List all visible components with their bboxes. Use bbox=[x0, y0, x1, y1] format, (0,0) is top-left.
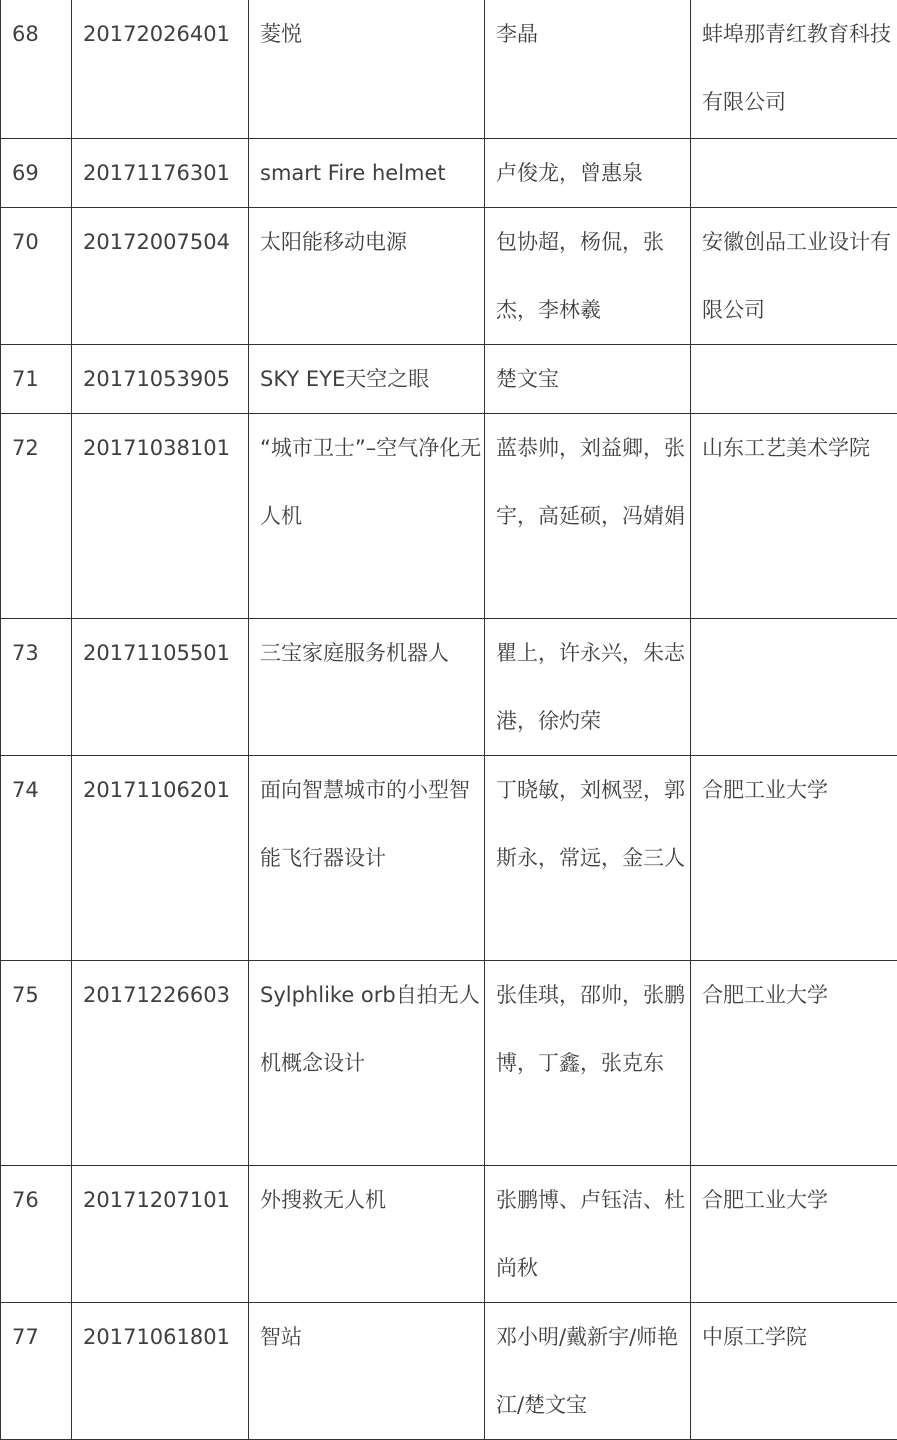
organization-cell: 合肥工业大学 bbox=[691, 960, 897, 1165]
row-number-cell: 75 bbox=[1, 960, 72, 1165]
entry-id-cell: 20171105501 bbox=[72, 618, 249, 755]
entry-id-cell: 20171061801 bbox=[72, 1302, 249, 1439]
entry-id-cell: 20172007504 bbox=[72, 207, 249, 344]
organization-cell bbox=[691, 344, 897, 413]
table-row bbox=[1, 960, 897, 1165]
work-title-cell: Sylphlike orb自拍无人机概念设计 bbox=[249, 960, 485, 1165]
table-row bbox=[1, 138, 897, 207]
organization-cell: 山东工艺美术学院 bbox=[691, 413, 897, 618]
table-row bbox=[1, 618, 897, 755]
row-number-cell: 68 bbox=[1, 0, 72, 138]
row-number-cell: 69 bbox=[1, 138, 72, 207]
organization-cell: 中原工学院 bbox=[691, 1302, 897, 1439]
entry-id-cell: 20171176301 bbox=[72, 138, 249, 207]
row-number-cell: 70 bbox=[1, 207, 72, 344]
organization-cell: 安徽创品工业设计有限公司 bbox=[691, 207, 897, 344]
row-number-cell: 72 bbox=[1, 413, 72, 618]
work-title-cell: 菱悦 bbox=[249, 0, 485, 138]
authors-cell: 包协超，杨侃，张杰，李林羲 bbox=[485, 207, 691, 344]
row-number-cell: 73 bbox=[1, 618, 72, 755]
work-title-cell: 三宝家庭服务机器人 bbox=[249, 618, 485, 755]
organization-cell: 蚌埠那青红教育科技有限公司 bbox=[691, 0, 897, 138]
table-row bbox=[1, 1302, 897, 1439]
table-row bbox=[1, 0, 897, 138]
table-row bbox=[1, 1165, 897, 1302]
authors-cell: 邓小明/戴新宇/师艳江/楚文宝 bbox=[485, 1302, 691, 1439]
entry-id-cell: 20171053905 bbox=[72, 344, 249, 413]
work-title-cell: 太阳能移动电源 bbox=[249, 207, 485, 344]
table-row bbox=[1, 413, 897, 618]
authors-cell: 瞿上，许永兴，朱志港，徐灼荣 bbox=[485, 618, 691, 755]
row-number-cell: 76 bbox=[1, 1165, 72, 1302]
authors-cell: 楚文宝 bbox=[485, 344, 691, 413]
authors-cell: 李晶 bbox=[485, 0, 691, 138]
work-title-cell: “城市卫士”–空气净化无人机 bbox=[249, 413, 485, 618]
row-number-cell: 71 bbox=[1, 344, 72, 413]
authors-cell: 卢俊龙，曾惠泉 bbox=[485, 138, 691, 207]
table-row bbox=[1, 344, 897, 413]
organization-cell bbox=[691, 138, 897, 207]
authors-cell: 丁晓敏，刘枫翌，郭斯永，常远，金三人 bbox=[485, 755, 691, 960]
work-title-cell: 智站 bbox=[249, 1302, 485, 1439]
organization-cell bbox=[691, 618, 897, 755]
organization-cell: 合肥工业大学 bbox=[691, 1165, 897, 1302]
work-title-cell: SKY EYE天空之眼 bbox=[249, 344, 485, 413]
entry-id-cell: 20171207101 bbox=[72, 1165, 249, 1302]
authors-cell: 张佳琪，邵帅，张鹏博，丁鑫，张克东 bbox=[485, 960, 691, 1165]
work-title-cell: smart Fire helmet bbox=[249, 138, 485, 207]
entry-id-cell: 20171106201 bbox=[72, 755, 249, 960]
authors-cell: 张鹏博、卢钰洁、杜尚秋 bbox=[485, 1165, 691, 1302]
entry-id-cell: 20172026401 bbox=[72, 0, 249, 138]
entry-id-cell: 20171038101 bbox=[72, 413, 249, 618]
table-row bbox=[1, 755, 897, 960]
authors-cell: 蓝恭帅，刘益卿，张宇，高延硕，冯婧娟 bbox=[485, 413, 691, 618]
row-number-cell: 77 bbox=[1, 1302, 72, 1439]
work-title-cell: 外搜救无人机 bbox=[249, 1165, 485, 1302]
entry-id-cell: 20171226603 bbox=[72, 960, 249, 1165]
table-row bbox=[1, 207, 897, 344]
organization-cell: 合肥工业大学 bbox=[691, 755, 897, 960]
row-number-cell: 74 bbox=[1, 755, 72, 960]
work-title-cell: 面向智慧城市的小型智能飞行器设计 bbox=[249, 755, 485, 960]
